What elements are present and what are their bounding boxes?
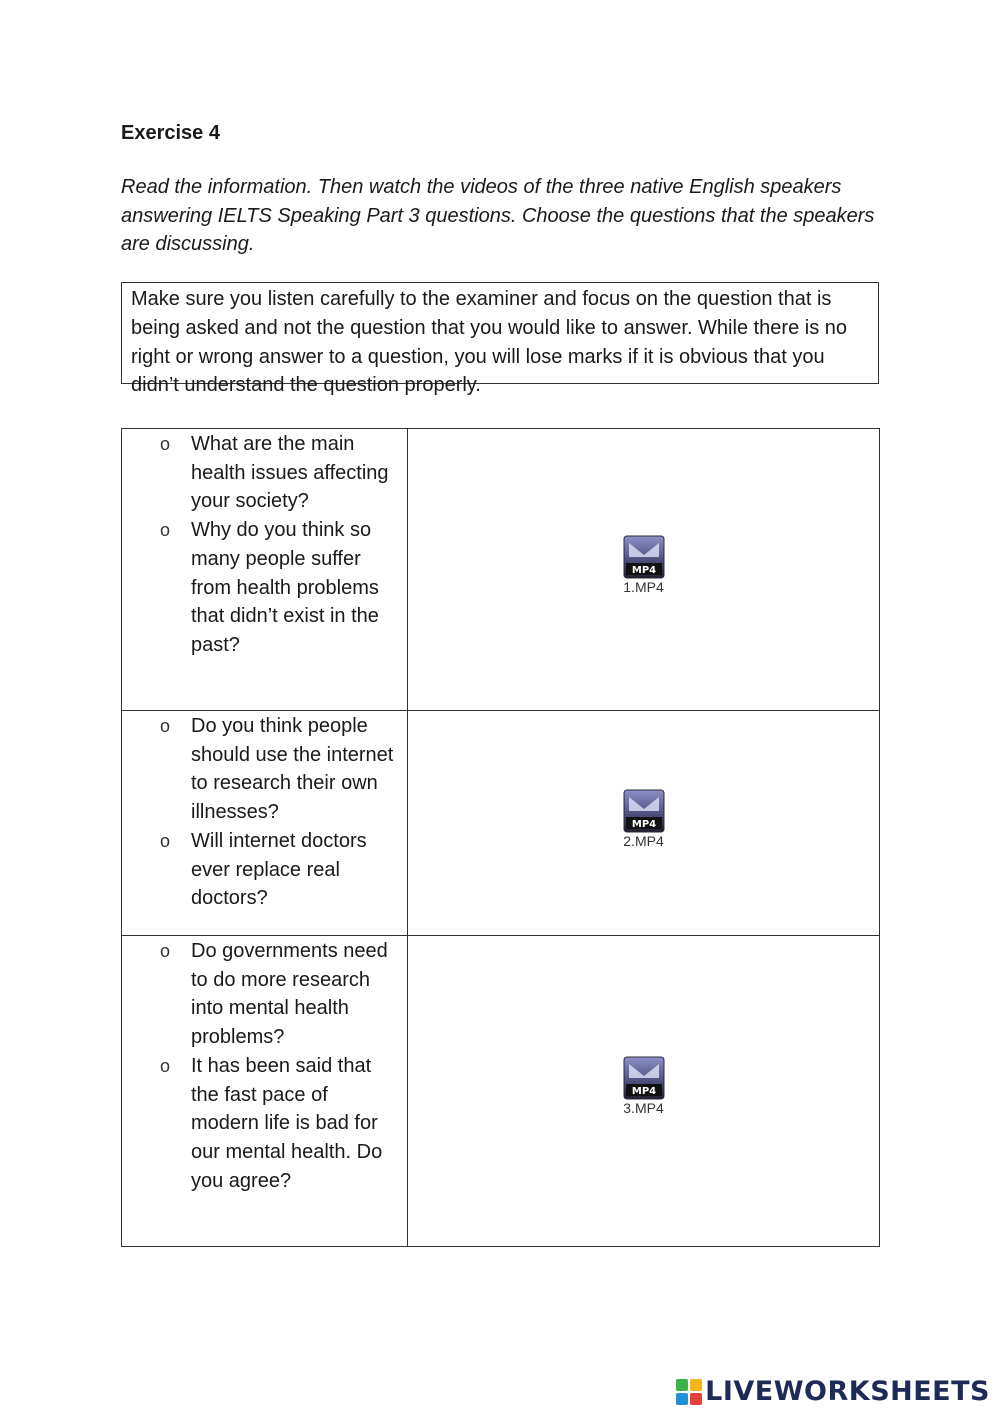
mp4-file-icon[interactable] <box>623 789 665 833</box>
video-file-2[interactable] <box>623 789 665 849</box>
question-list <box>122 711 407 913</box>
question-item[interactable]: o Do governments need to do more research into mental health problems? <box>122 937 407 1052</box>
question-item[interactable]: o Do you think people should use the internet to research their own illnesses? <box>122 712 407 827</box>
radio-bullet-icon[interactable]: o <box>160 520 171 541</box>
radio-bullet-icon[interactable]: o <box>160 941 171 961</box>
question-list <box>122 429 407 660</box>
liveworksheets-logo[interactable] <box>676 1376 990 1407</box>
mp4-file-icon[interactable] <box>623 535 665 579</box>
mp4-file-icon[interactable] <box>623 1056 665 1100</box>
radio-bullet-icon[interactable]: o <box>160 830 171 851</box>
questions-cell <box>122 936 408 1247</box>
media-cell <box>408 936 880 1247</box>
page-title: Exercise 4 <box>121 122 220 144</box>
questions-cell <box>122 429 408 711</box>
table-row <box>122 711 880 936</box>
video-file-label[interactable]: 1.MP4 <box>623 579 664 595</box>
questions-table <box>121 428 880 1247</box>
question-item[interactable]: o It has been said that the fast pace of modern life is bad for our mental health. Do you agree? <box>122 1052 407 1196</box>
media-cell <box>408 429 880 711</box>
table-row <box>122 429 880 711</box>
video-file-label[interactable]: 2.MP4 <box>623 833 664 849</box>
svg-text:MP4: MP4 <box>631 819 656 830</box>
questions-cell <box>122 711 408 936</box>
instructions-text: Read the information. Then watch the videos of the three native English speakers answering IELTS Speaking Part 3 questions. Choose the questions that the speakers are discussing. <box>121 176 875 255</box>
video-file-1[interactable] <box>623 535 665 595</box>
question-item[interactable]: o Why do you think so many people suffer from health problems that didn’t exist in the past? <box>122 516 407 660</box>
logo-grid-icon <box>676 1379 702 1405</box>
svg-text:MP4: MP4 <box>631 1086 656 1097</box>
question-item[interactable]: o What are the main health issues affecting your society? <box>122 430 407 516</box>
logo-text: LIVEWORKSHEETS <box>705 1376 990 1407</box>
question-list <box>122 936 407 1195</box>
radio-bullet-icon[interactable]: o <box>160 716 171 736</box>
video-file-label[interactable]: 3.MP4 <box>623 1100 664 1116</box>
table-row <box>122 936 880 1247</box>
media-cell <box>408 711 880 936</box>
radio-bullet-icon[interactable]: o <box>160 1055 171 1076</box>
info-box: Make sure you listen carefully to the examiner and focus on the question that is being asked and not the question that you would like to answer. While there is no right or wrong answer to a question, you will lose marks if it is obvious that you didn’t understand the question properly. <box>121 282 879 384</box>
video-file-3[interactable] <box>623 1056 665 1116</box>
question-item[interactable]: o Will internet doctors ever replace real doctors? <box>122 827 407 913</box>
radio-bullet-icon[interactable]: o <box>160 434 171 454</box>
svg-text:MP4: MP4 <box>631 565 656 576</box>
